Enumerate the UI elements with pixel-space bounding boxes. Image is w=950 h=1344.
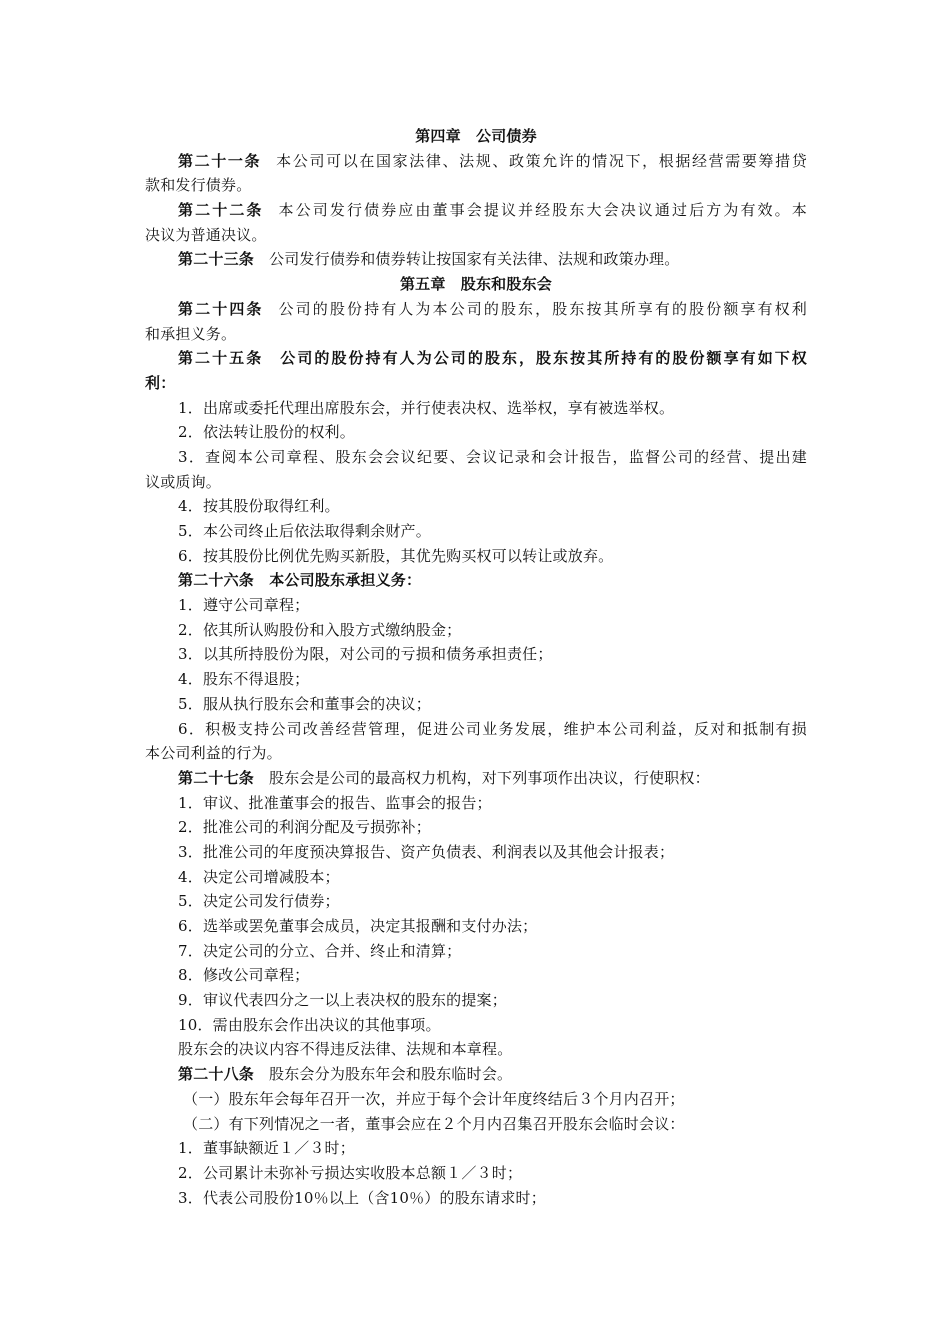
article-24-label: 第二十四条 xyxy=(178,299,264,318)
article-26-item-continuation: 本公司利益的行为。 xyxy=(145,744,282,763)
article-25-item: 1．出席或委托代理出席股东会，并行使表决权、选举权，享有被选举权。 xyxy=(178,398,675,417)
article-25-line-2: 利： xyxy=(145,373,176,392)
article-25-item: 3．查阅本公司章程、股东会会议纪要、会议记录和会计报告，监督公司的经营、提出建 xyxy=(178,447,807,466)
article-27-item: 3．批准公司的年度预决算报告、资产负债表、利润表以及其他会计报表； xyxy=(178,842,675,861)
article-21-line-1 xyxy=(145,149,807,174)
article-23-text: 公司发行债券和债券转让按国家有关法律、法规和政策办理。 xyxy=(269,250,680,269)
article-22-label: 第二十二条 xyxy=(178,201,264,220)
article-27-text: 股东会是公司的最高权力机构，对下列事项作出决议，行使职权： xyxy=(269,768,710,787)
article-24-line-2: 和承担义务。 xyxy=(145,324,237,343)
article-26-title: 第二十六条 本公司股东承担义务： xyxy=(178,571,422,590)
article-28-sub-2: （二）有下列情况之一者，董事会应在２个月内召集召开股东会临时会议： xyxy=(183,1114,685,1133)
chapter-5-title: 第五章 股东和股东会 xyxy=(399,275,552,294)
article-26-item: 6．积极支持公司改善经营管理，促进公司业务发展，维护本公司利益，反对和抵制有损 xyxy=(178,719,807,738)
article-23-line-1 xyxy=(145,247,807,272)
article-27-note: 股东会的决议内容不得违反法律、法规和本章程。 xyxy=(178,1040,513,1059)
article-21-line-2: 款和发行债券。 xyxy=(145,176,252,195)
article-27-item: 2．批准公司的利润分配及亏损弥补； xyxy=(178,818,431,837)
article-27-item: 10．需由股东会作出决议的其他事项。 xyxy=(178,1015,441,1034)
article-22-text: 本公司发行债券应由董事会提议并经股东大会决议通过后方为有效。本 xyxy=(278,201,807,220)
article-24-line-1 xyxy=(145,297,807,322)
article-21-text: 本公司可以在国家法律、法规、政策允许的情况下，根据经营需要筹措贷 xyxy=(276,151,807,170)
article-21-label: 第二十一条 xyxy=(178,151,262,170)
article-22-line-1 xyxy=(145,198,807,223)
article-28-text: 股东会分为股东年会和股东临时会。 xyxy=(269,1065,513,1084)
article-22-line-2: 决议为普通决议。 xyxy=(145,225,267,244)
article-23-label: 第二十三条 xyxy=(178,250,255,269)
article-28-item: 1．董事缺额近１／３时； xyxy=(178,1139,355,1158)
article-27-item: 1．审议、批准董事会的报告、监事会的报告； xyxy=(178,793,492,812)
chapter-4-title: 第四章 公司债券 xyxy=(415,127,537,145)
article-26-item: 3．以其所持股份为限，对公司的亏损和债务承担责任； xyxy=(178,645,553,664)
article-26-item: 2．依其所认购股份和入股方式缴纳股金； xyxy=(178,620,462,639)
article-25-item: 4．按其股份取得红利。 xyxy=(178,497,340,516)
article-27-item: 6．选举或罢免董事会成员，决定其报酬和支付办法； xyxy=(178,917,538,935)
article-27-label: 第二十七条 xyxy=(178,768,255,787)
document-body xyxy=(145,124,807,1210)
article-27-item: 5．决定公司发行债券； xyxy=(178,892,340,911)
article-25-line-1: 第二十五条 公司的股份持有人为公司的股东，股东按其所持有的股份额享有如下权 xyxy=(178,349,807,368)
article-28-item: 2．公司累计未弥补亏损达实收股本总额１／３时； xyxy=(178,1163,523,1182)
article-25-item: 2．依法转让股份的权利。 xyxy=(178,423,355,442)
article-26-item: 4．股东不得退股； xyxy=(178,670,310,689)
article-26-item: 1．遵守公司章程； xyxy=(178,596,310,615)
article-28-item: 3．代表公司股份10％以上（含10％）的股东请求时； xyxy=(178,1188,546,1207)
article-25-item: 5．本公司终止后依法取得剩余财产。 xyxy=(178,522,431,540)
article-25-item: 6．按其股份比例优先购买新股，其优先购买权可以转让或放弃。 xyxy=(178,546,614,565)
article-27-item: 8．修改公司章程； xyxy=(178,966,310,985)
article-28-label: 第二十八条 xyxy=(178,1065,255,1084)
article-27-item: 4．决定公司增减股本； xyxy=(178,867,340,886)
article-27-item: 7．决定公司的分立、合并、终止和清算； xyxy=(178,941,462,960)
article-25-item-continuation: 议或质询。 xyxy=(145,472,222,491)
article-28-sub-1: （一）股东年会每年召开一次，并应于每个会计年度终结后３个月内召开； xyxy=(183,1089,685,1108)
article-28-line-1 xyxy=(145,1062,807,1087)
article-24-text: 公司的股份持有人为本公司的股东，股东按其所享有的股份额享有权利 xyxy=(278,299,807,318)
article-26-item: 5．服从执行股东会和董事会的决议； xyxy=(178,694,431,713)
article-27-line-1 xyxy=(145,766,807,791)
article-27-item: 9．审议代表四分之一以上表决权的股东的提案； xyxy=(178,991,507,1010)
